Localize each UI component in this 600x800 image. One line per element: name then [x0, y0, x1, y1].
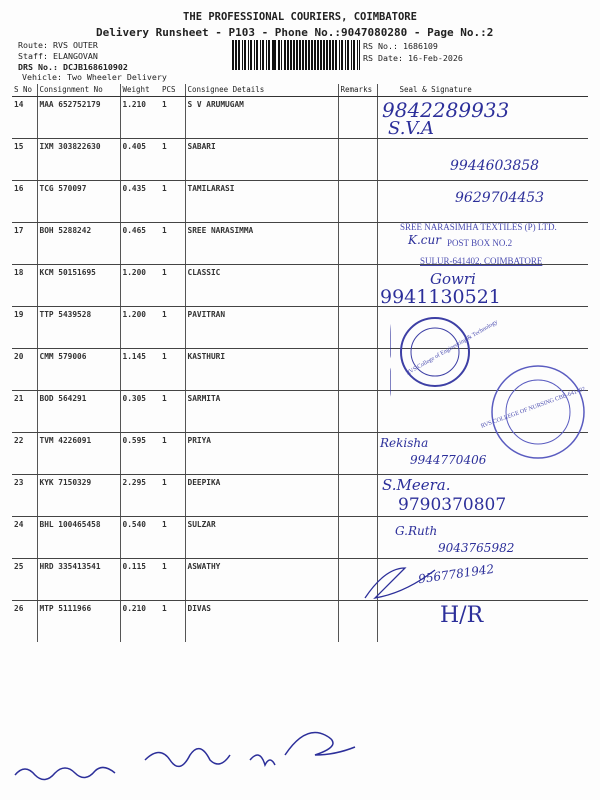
serial-number: 22	[12, 432, 37, 474]
consignee-name: SABARI	[185, 138, 338, 180]
signature: Rekisha	[380, 436, 429, 450]
pcs: 1	[160, 474, 185, 516]
consignment-no: TTP 5439528	[37, 306, 120, 348]
handwritten-phone: 9567781942	[417, 561, 495, 587]
handwritten-phone: 9941130521	[380, 286, 501, 308]
signature: G.Ruth	[395, 524, 438, 538]
signature: Gowri	[430, 270, 476, 288]
serial-number: 21	[12, 390, 37, 432]
stamp-text: SREE NARASIMHA TEXTILES (P) LTD.	[400, 222, 557, 232]
consignee-name: DIVAS	[185, 600, 338, 642]
serial-number: 16	[12, 180, 37, 222]
serial-number: 24	[12, 516, 37, 558]
stamp-text: POST BOX NO.2	[447, 238, 513, 248]
staff: Staff: ELANGOVAN	[18, 51, 98, 61]
weight: 0.405	[120, 138, 160, 180]
bottom-signatures	[0, 715, 600, 800]
consignee-name: SARMITA	[185, 390, 338, 432]
consignment-no: HRD 335413541	[37, 558, 120, 600]
consignee-name: PRIYA	[185, 432, 338, 474]
signature: S.V.A	[388, 118, 434, 139]
pcs: 1	[162, 603, 167, 613]
consignment-no: BHL 100465458	[37, 516, 120, 558]
pcs: 1	[160, 558, 185, 600]
consignee-name: SREE NARASIMMA	[185, 222, 338, 264]
col-seal: Seal & Signature	[377, 84, 588, 96]
stamp-text: SULUR-641402, COIMBATORE	[420, 256, 543, 266]
consignee-name: DEEPIKA	[185, 474, 338, 516]
stamp-text: RVS College of Engineering & Technology	[405, 319, 499, 377]
handwritten-phone: 9944770406	[410, 453, 487, 467]
handwritten-phone: 9842289933	[382, 98, 510, 122]
pcs: 1	[160, 432, 185, 474]
consignment-no: IXM 303822630	[37, 138, 120, 180]
remarks-cell	[338, 474, 377, 516]
rs-no: RS No.: 1686109	[363, 41, 438, 51]
serial-number: 17	[12, 222, 37, 264]
company-title: THE PROFESSIONAL COURIERS, COIMBATORE	[183, 11, 417, 23]
consignee-name: ASWATHY	[185, 558, 338, 600]
consignee-name: SULZAR	[185, 516, 338, 558]
col-consignment: Consignment No	[37, 84, 120, 96]
signature-scribble	[360, 560, 440, 605]
consignment-no: TCG 570097	[37, 180, 120, 222]
handwritten-phone: 9944603858	[450, 158, 540, 174]
weight: 0.540	[120, 516, 160, 558]
remarks-cell	[338, 180, 377, 222]
table-row	[12, 264, 588, 306]
consignment-no: BOH 5288242	[37, 222, 120, 264]
consignment-no: CMM 579006	[37, 348, 120, 390]
serial-number: 25	[12, 558, 37, 600]
consignment-no: MAA 652752179	[37, 96, 120, 138]
consignment-no: KYK 7150329	[37, 474, 120, 516]
stamp-text: RVS COLLEGE OF NURSING CBE-641402	[480, 386, 587, 430]
signature: K.cur	[408, 233, 441, 247]
remarks-cell	[338, 222, 377, 264]
col-pcs: PCS	[160, 84, 185, 96]
serial-number: 20	[12, 348, 37, 390]
weight: 1.200	[120, 306, 160, 348]
serial-number: 19	[12, 306, 37, 348]
vehicle: Vehicle: Two Wheeler Delivery	[22, 72, 167, 82]
route: Route: RVS OUTER	[18, 40, 98, 50]
remarks-cell	[338, 432, 377, 474]
signature: H/R	[440, 603, 484, 628]
consignee-name: S V ARUMUGAM	[185, 96, 338, 138]
consignment-no: TVM 4226091	[37, 432, 120, 474]
remarks-cell	[338, 306, 377, 348]
table-row	[12, 558, 588, 600]
weight: 1.210	[120, 96, 160, 138]
pcs: 1	[160, 390, 185, 432]
pcs: 1	[160, 516, 185, 558]
runsheet-title: Delivery Runsheet - P103 - Phone No.:9047080280 - Page No.:2	[96, 26, 494, 39]
remarks-cell	[338, 348, 377, 390]
serial-number: 26	[14, 603, 24, 613]
consignment-no: MTP 5111966	[37, 600, 120, 642]
serial-number: 18	[12, 264, 37, 306]
weight: 0.210	[120, 600, 160, 642]
col-sno: S No	[12, 84, 37, 96]
remarks-cell	[338, 600, 377, 642]
weight: 0.435	[120, 180, 160, 222]
weight: 1.145	[120, 348, 160, 390]
serial-number: 15	[12, 138, 37, 180]
pcs: 1	[160, 264, 185, 306]
signature: S.Meera.	[382, 476, 451, 494]
barcode	[232, 40, 360, 70]
pcs: 1	[160, 96, 185, 138]
pcs: 1	[160, 180, 185, 222]
col-remarks: Remarks	[338, 84, 377, 96]
consignee-name: PAVITRAN	[185, 306, 338, 348]
remarks-cell	[338, 96, 377, 138]
col-weight: Weight	[120, 84, 160, 96]
consignment-no: KCM 50151695	[37, 264, 120, 306]
remarks-cell	[338, 138, 377, 180]
pcs: 1	[160, 222, 185, 264]
remarks-cell	[338, 264, 377, 306]
drs-no: DRS No.: DCJB168610902	[18, 62, 128, 72]
pcs: 1	[160, 138, 185, 180]
handwritten-phone: 9629704453	[455, 190, 545, 206]
handwritten-phone: 9790370807	[398, 495, 507, 515]
col-consignee: Consignee Details	[185, 84, 338, 96]
consignee-name: CLASSIC	[185, 264, 338, 306]
weight: 2.295	[120, 474, 160, 516]
remarks-cell	[338, 390, 377, 432]
consignee-name: TAMILARASI	[185, 180, 338, 222]
consignment-no: BOD 564291	[37, 390, 120, 432]
weight: 0.305	[120, 390, 160, 432]
pcs: 1	[160, 306, 185, 348]
serial-number: 14	[12, 96, 37, 138]
serial-number: 23	[12, 474, 37, 516]
weight: 0.465	[120, 222, 160, 264]
remarks-cell	[338, 516, 377, 558]
handwritten-phone: 9043765982	[438, 541, 515, 555]
pcs: 1	[160, 348, 185, 390]
weight: 0.595	[120, 432, 160, 474]
weight: 0.115	[120, 558, 160, 600]
rs-date: RS Date: 16-Feb-2026	[363, 53, 463, 63]
weight: 1.200	[120, 264, 160, 306]
table-row	[12, 600, 588, 642]
consignee-name: KASTHURI	[185, 348, 338, 390]
